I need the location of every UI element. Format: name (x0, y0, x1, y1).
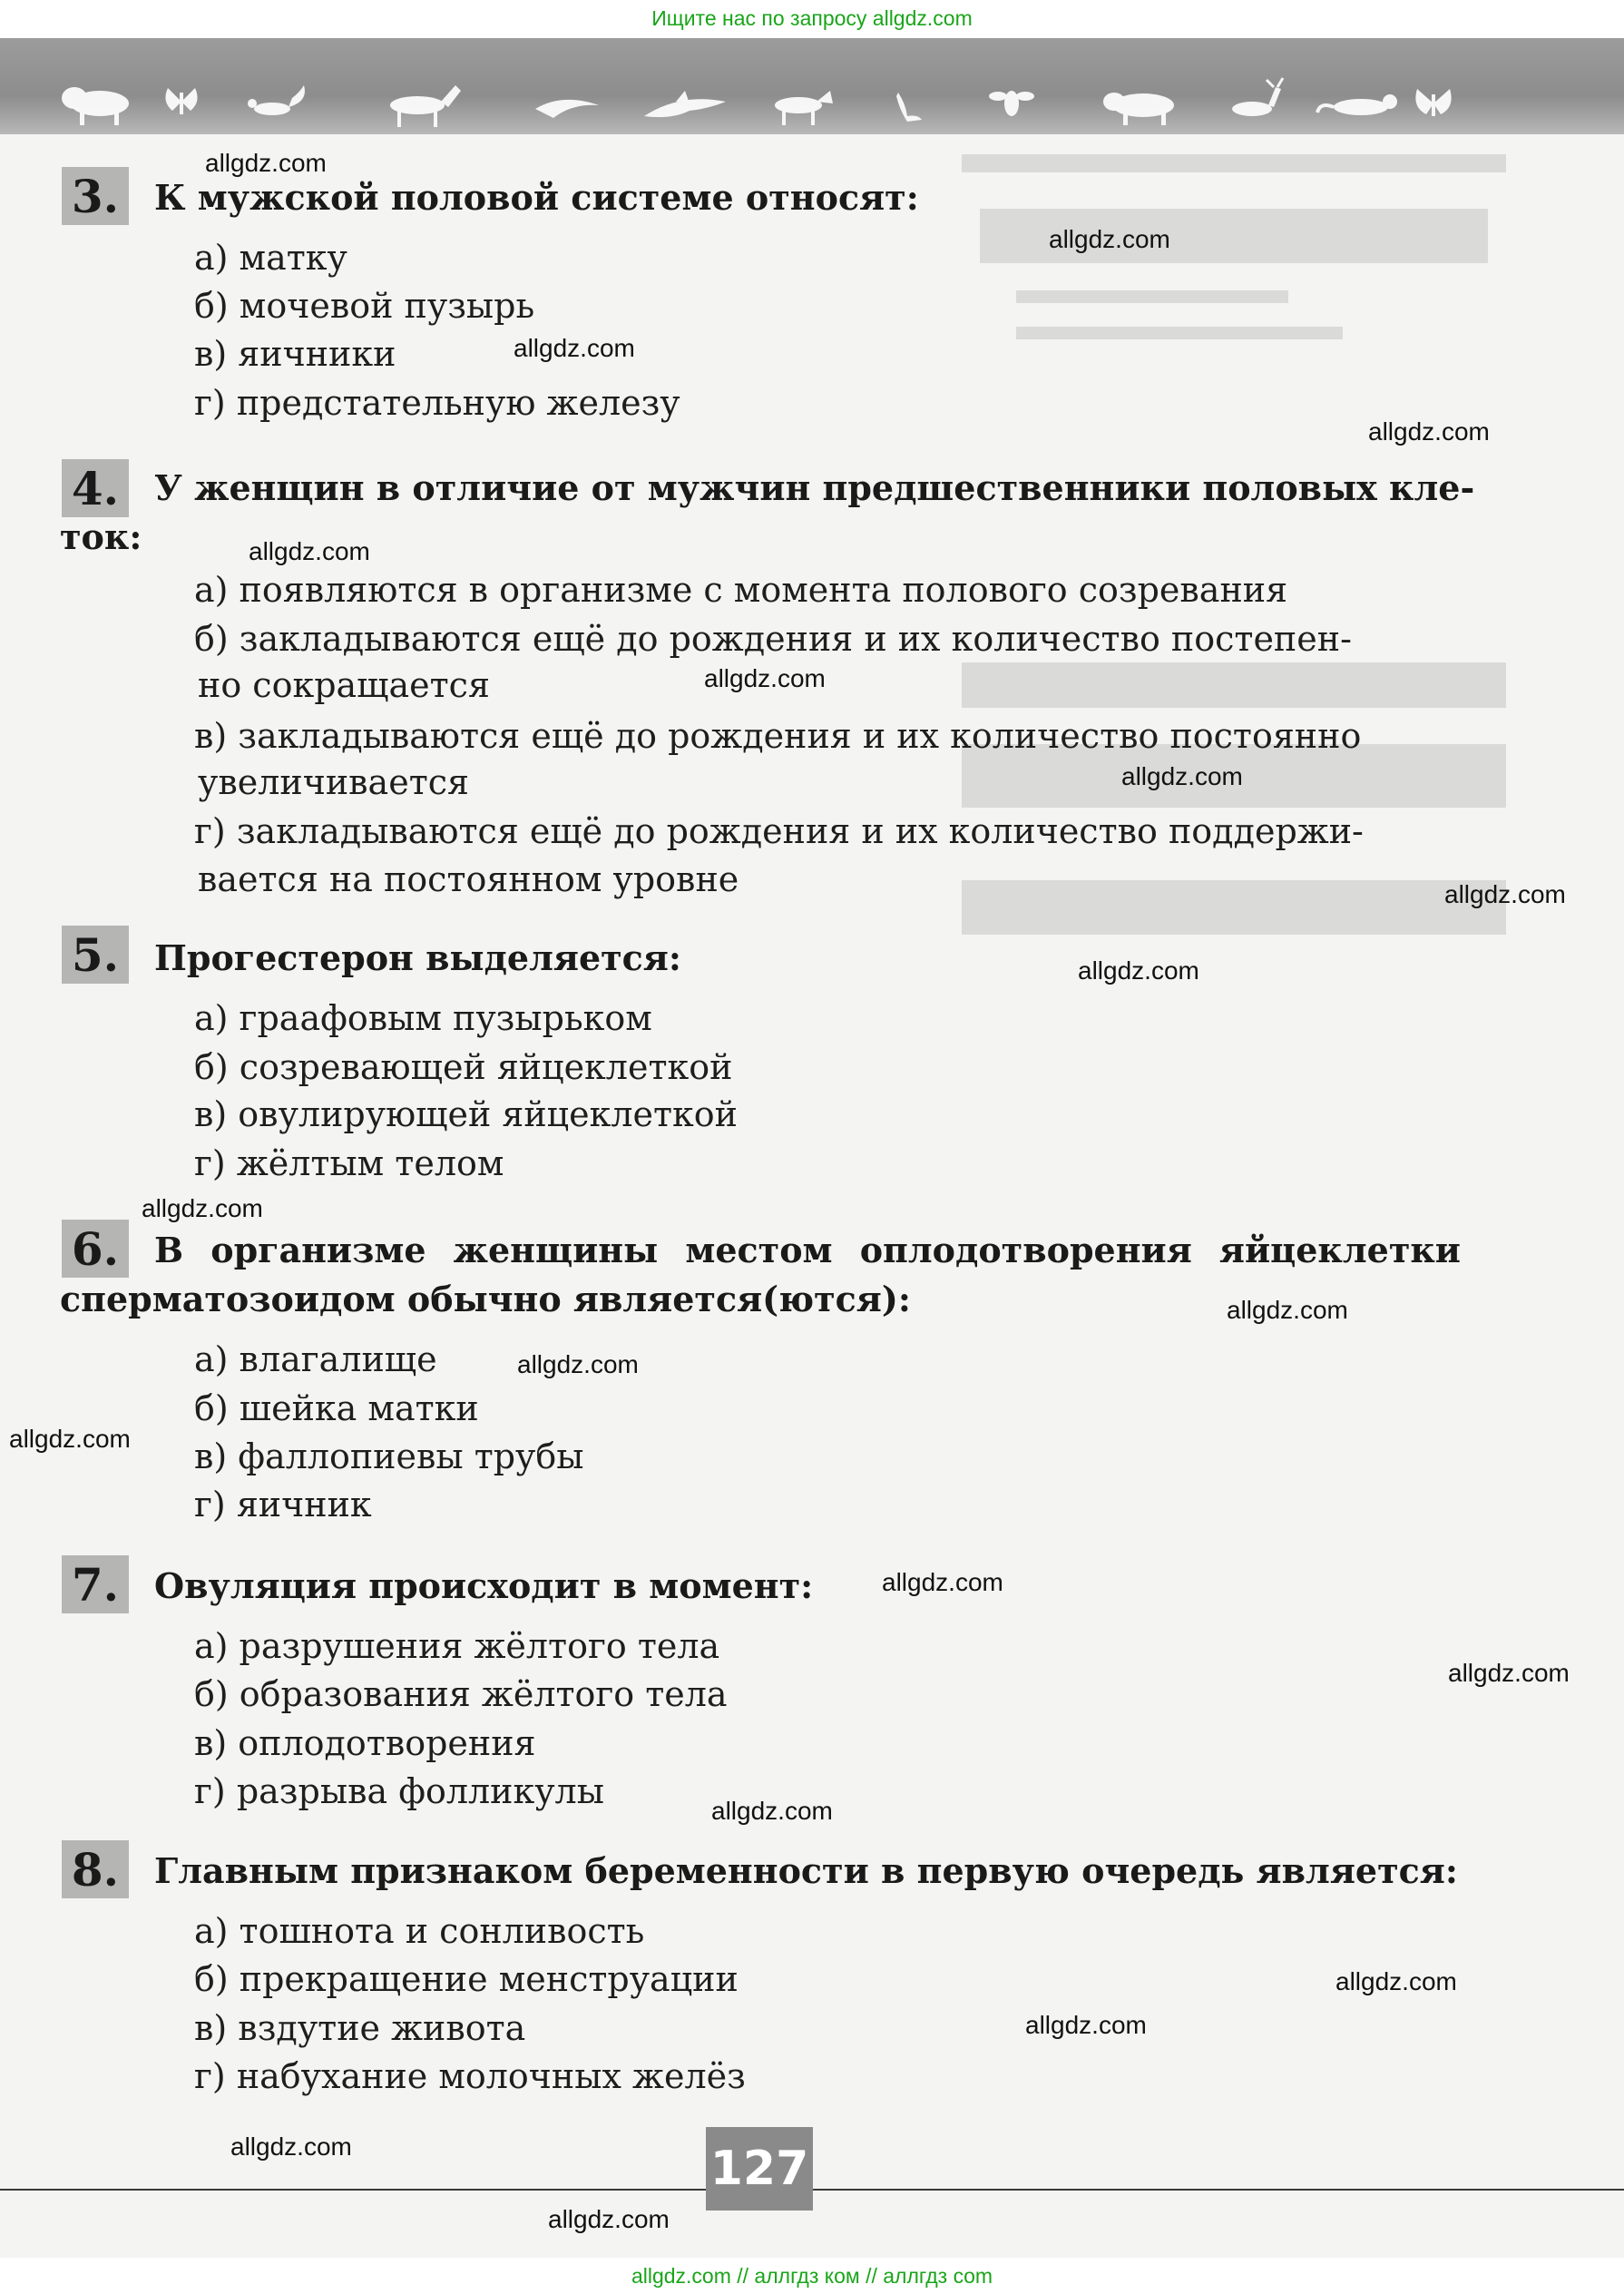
animal-banner (0, 38, 1624, 134)
answer-option: а) появляются в организме с момента полового созревания (194, 570, 1288, 610)
question-number: 8. (62, 1840, 129, 1898)
answer-option: г) разрыва фолликулы (194, 1771, 604, 1811)
watermark: allgdz.com (882, 1568, 1003, 1596)
footer-rule (0, 2189, 706, 2191)
answer-option: а) матку (194, 238, 347, 278)
answer-option: б) созревающей яйцеклеткой (194, 1047, 733, 1087)
watermark: allgdz.com (1049, 225, 1170, 253)
answer-option: г) яичник (194, 1485, 372, 1524)
watermark: allgdz.com (205, 149, 327, 177)
butterfly-icon (165, 88, 197, 114)
question-text: В организме женщины местом оплодотворения яйцеклетки (154, 1230, 1461, 1270)
answer-option: г) жёлтым телом (194, 1143, 504, 1183)
answer-option: а) тошнота и сонливость (194, 1911, 645, 1951)
watermark: allgdz.com (1448, 1659, 1570, 1687)
answer-option: в) овулирующей яйцеклеткой (194, 1094, 738, 1134)
answer-option: вается на постоянном уровне (198, 859, 739, 899)
answer-option: б) образования жёлтого тела (194, 1674, 728, 1714)
answer-option: б) мочевой пузырь (194, 286, 535, 326)
watermark: allgdz.com (9, 1425, 131, 1453)
watermark: allgdz.com (249, 537, 370, 565)
watermark: allgdz.com (1444, 880, 1566, 908)
watermark: allgdz.com (142, 1194, 263, 1222)
bottom-site-links[interactable]: allgdz.com // аллгдз ком // аллгдз com (0, 2258, 1624, 2294)
top-site-link[interactable]: Ищите нас по запросу allgdz.com (0, 0, 1624, 38)
answer-option: в) вздутие живота (194, 2008, 526, 2048)
leopard-icon (1317, 94, 1397, 115)
watermark: allgdz.com (1227, 1296, 1348, 1324)
answer-option: в) оплодотворения (194, 1723, 536, 1763)
answer-option: а) разрушения жёлтого тела (194, 1626, 720, 1666)
question-text: К мужской половой системе относят: (154, 177, 919, 218)
wolf-icon (775, 91, 833, 125)
answer-option: а) влагалище (194, 1339, 437, 1379)
page-number: 127 (706, 2127, 813, 2211)
answer-option: б) прекращение менструации (194, 1959, 739, 1999)
answer-option: б) закладываются ещё до рождения и их количество постепен- (194, 619, 1352, 659)
watermark: allgdz.com (1335, 1967, 1457, 1995)
question-number: 5. (62, 926, 129, 984)
bird-icon (535, 100, 599, 118)
watermark: allgdz.com (1121, 762, 1243, 790)
footer-rule (813, 2189, 1624, 2191)
watermark: allgdz.com (1368, 417, 1490, 446)
moth-icon (1415, 89, 1451, 116)
question-text: Прогестерон выделяется: (154, 937, 681, 978)
question-text: Овуляция происходит в момент: (154, 1565, 814, 1606)
answer-option: увеличивается (198, 762, 469, 802)
watermark: allgdz.com (230, 2132, 352, 2161)
watermark: allgdz.com (711, 1797, 833, 1825)
answer-option: а) граафовым пузырьком (194, 998, 652, 1038)
question-text: ток: (60, 516, 142, 557)
watermark: allgdz.com (704, 664, 826, 692)
answer-option: в) закладываются ещё до рождения и их количество постоянно (194, 716, 1362, 756)
answer-option: г) предстательную железу (194, 383, 680, 423)
watermark: allgdz.com (1025, 2011, 1147, 2039)
watermark: allgdz.com (514, 334, 635, 362)
question-number: 4. (62, 459, 129, 517)
question-number: 3. (62, 167, 129, 225)
watermark: allgdz.com (1078, 956, 1199, 985)
scorpion-icon (248, 85, 305, 115)
answer-option: в) яичники (194, 334, 396, 374)
dolphin-icon (644, 91, 726, 117)
answer-option: но сокращается (198, 665, 490, 705)
answer-option: г) закладываются ещё до рождения и их количество поддержи- (194, 811, 1364, 851)
question-number: 6. (62, 1220, 129, 1278)
answer-option: б) шейка матки (194, 1388, 479, 1428)
watermark: allgdz.com (517, 1350, 639, 1378)
horse-icon (390, 85, 461, 127)
deer-icon (1232, 78, 1283, 116)
bull-icon (1103, 93, 1174, 125)
question-text: Главным признаком беременности в первую очередь является: (154, 1850, 1458, 1891)
question-text: У женщин в отличие от мужчин предшественники половых кле- (154, 467, 1475, 508)
bison-icon (62, 87, 129, 125)
question-number: 7. (62, 1555, 129, 1613)
answer-option: г) набухание молочных желёз (194, 2056, 746, 2096)
heron-icon (896, 93, 922, 122)
watermark: allgdz.com (548, 2205, 670, 2233)
question-text: сперматозоидом обычно является(ются): (60, 1279, 911, 1319)
fly-icon (989, 91, 1034, 116)
answer-option: в) фаллопиевы трубы (194, 1436, 584, 1476)
